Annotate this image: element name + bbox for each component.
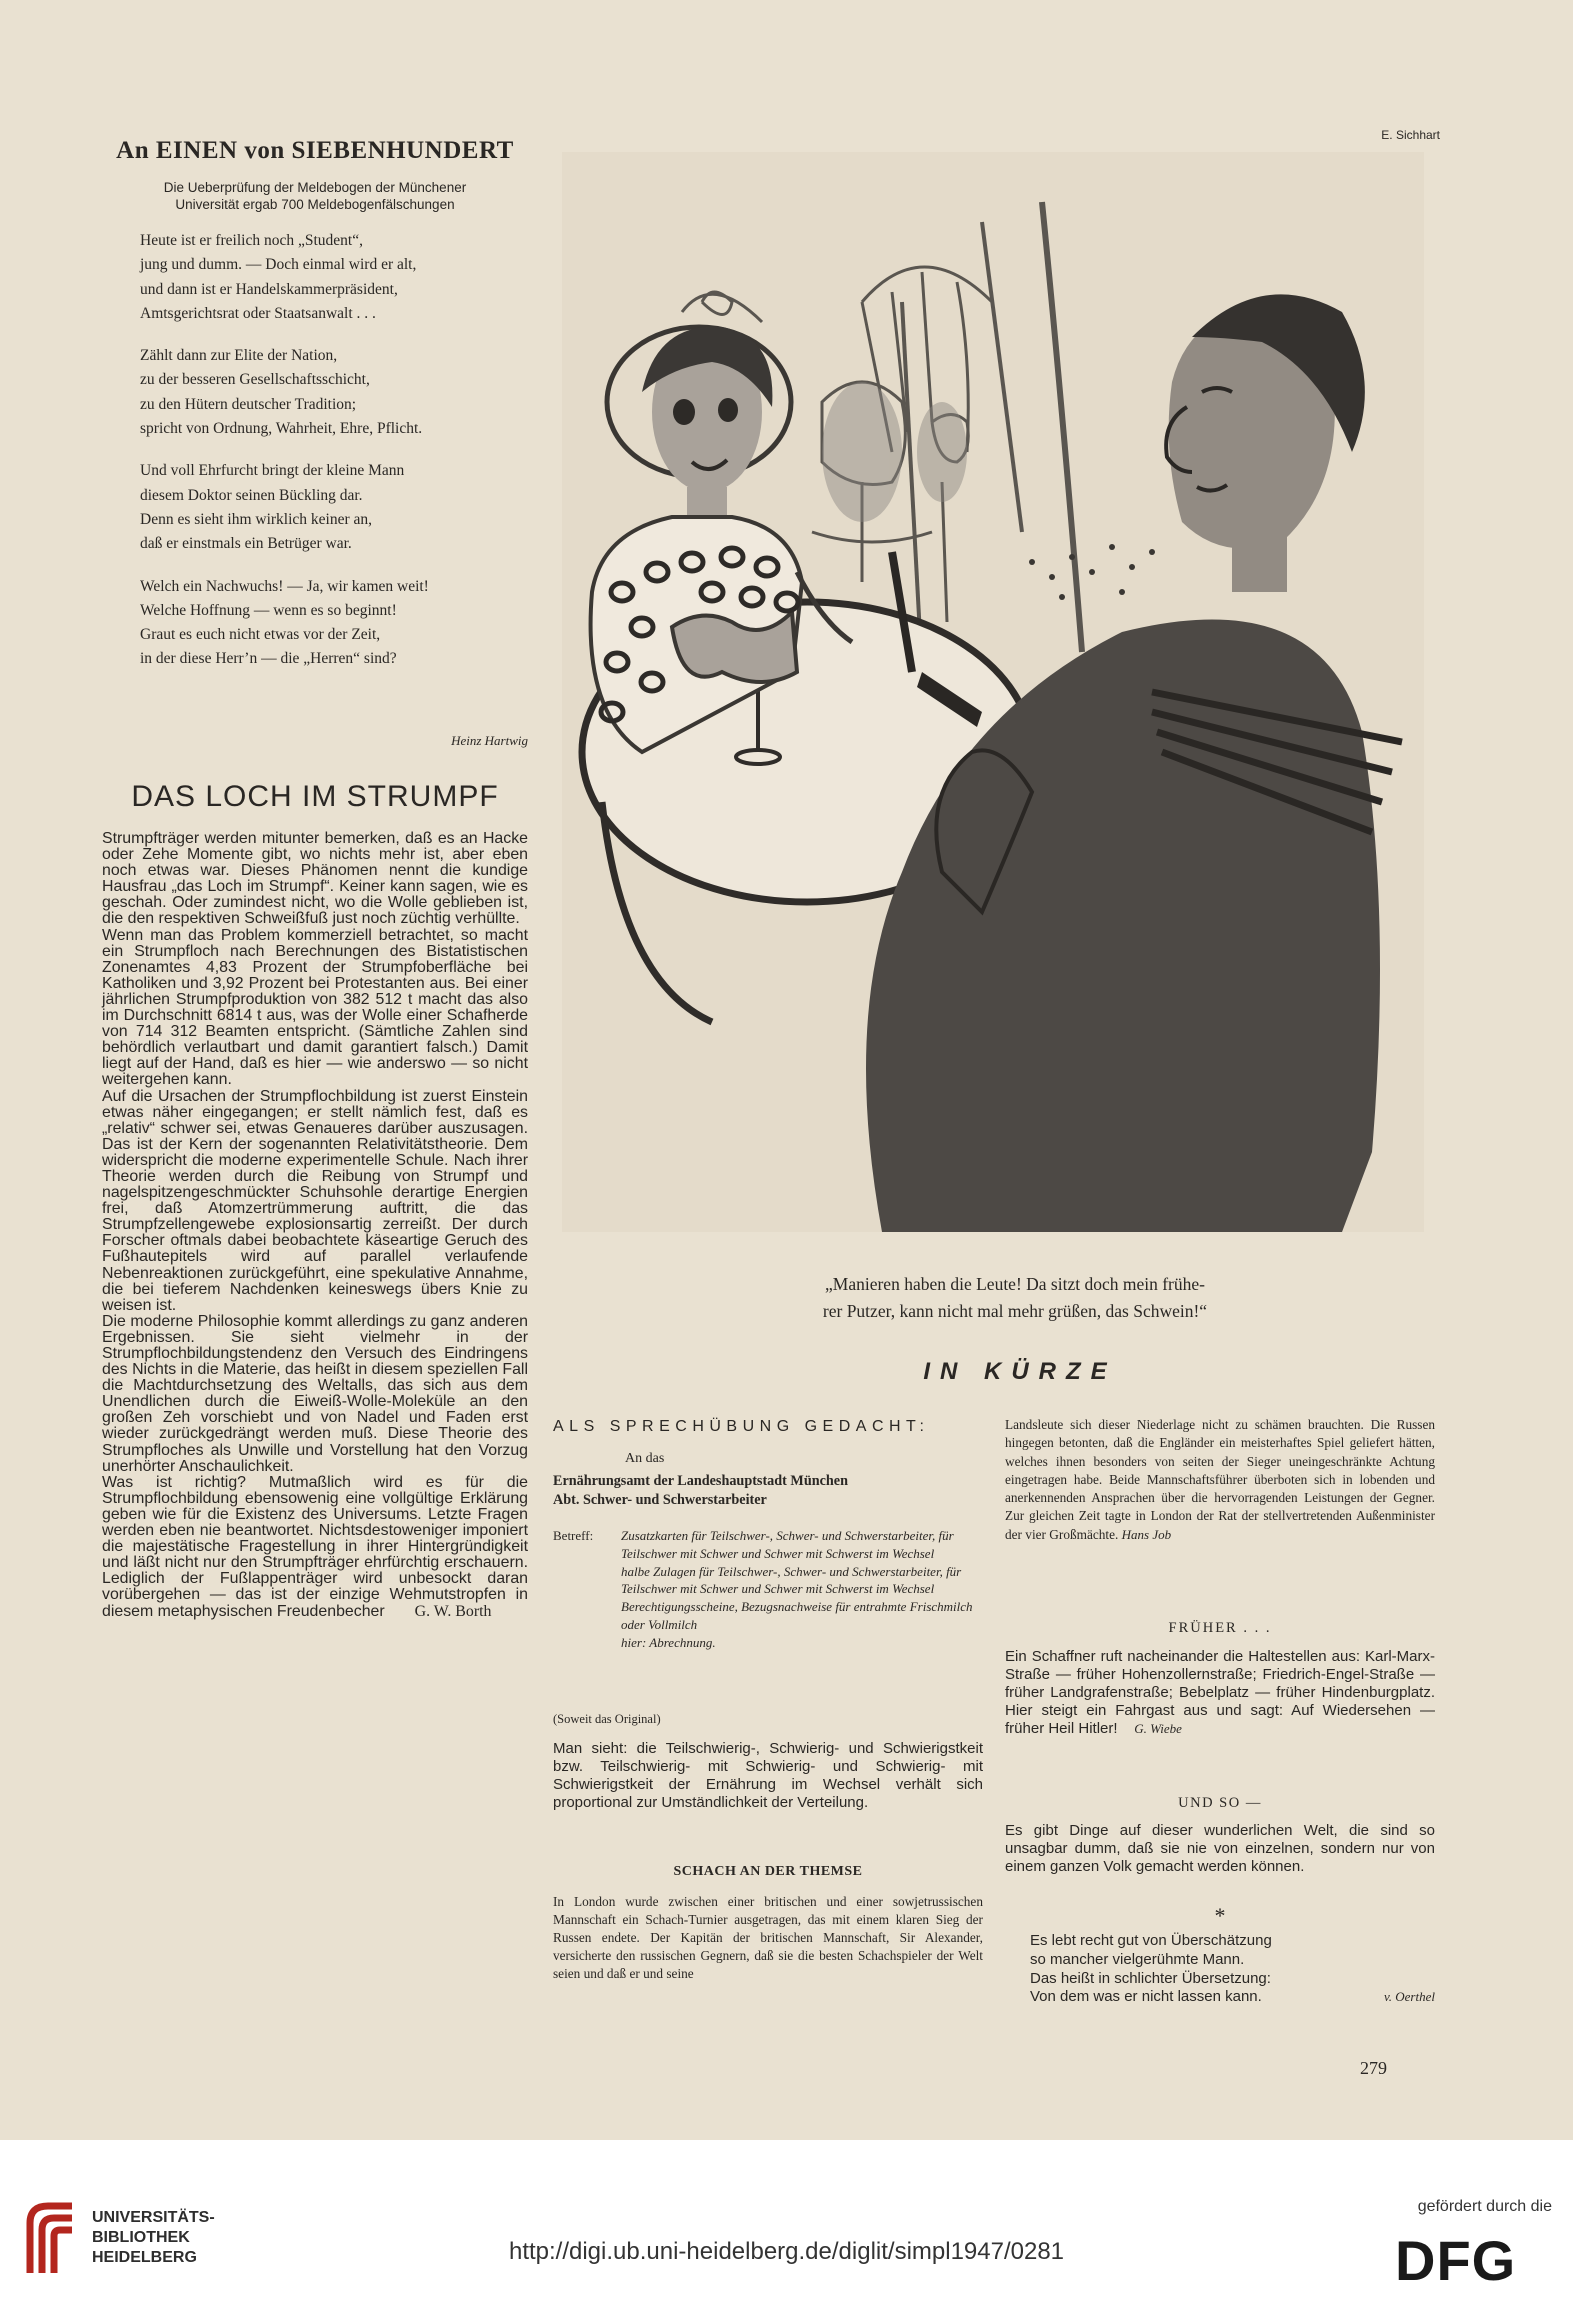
article-paragraph: Auf die Ursachen der Strumpflochbildung ist zuerst Einstein etwas näher eingegangen; er stellt nämlich fest, daß es „relativ“ schwer sei, etwas Genaueres darüber auszusagen. Das ist der Kern der sogenannten Relativitätstheorie. Dem widerspricht die moderne experimentelle Schule. Nach ihrer Theorie werden durch die Reibung von Strumpf und nagelspitzengeschmückter Schuhsohle derartige Energien frei, daß Atomzertrümmerung auftritt, die das Strumpfzellengewebe explosionsartig zerreißt. Der durch Forscher oftmals dabei beobachtete käseartige Geruch des Fußhautepitels wird auf parallel verlaufende Nebenreaktionen zurückgeführt, eine spekulative Annahme, die bei tieferem Nachdenken keineswegs übers Knie zu weisen ist.	[102, 1087, 528, 1314]
poem-line: Welch ein Nachwuchs! — Ja, wir kamen weit!	[140, 577, 429, 595]
address-line: Abt. Schwer- und Schwerstarbeiter	[553, 1492, 767, 1508]
poem-stanza	[140, 459, 535, 556]
poem-line: Amtsgerichtsrat oder Staatsanwalt . . .	[140, 304, 376, 322]
library-line: UNIVERSITÄTS-	[92, 2209, 215, 2226]
poem-line: diesem Doktor seinen Bückling dar.	[140, 486, 363, 504]
poem-body	[140, 229, 535, 690]
frueher-author: G. Wiebe	[1134, 1721, 1182, 1737]
caption-line: „Manieren haben die Leute! Da sitzt doch mein frühe-	[825, 1274, 1205, 1294]
verse-line: so mancher vielgerühmte Mann.	[1030, 1950, 1245, 1968]
poem-line: jung und dumm. — Doch einmal wird er alt,	[140, 256, 417, 274]
sprechuebung-address	[553, 1472, 983, 1510]
verse-line: Das heißt in schlichter Übersetzung:	[1030, 1969, 1271, 1987]
betreff-item: halbe Zulagen für Teilschwer-, Schwer- und Schwerstarbeiter, für Teilschwer mit Schwer und Schwer mit Schwerst im Wechsel	[621, 1563, 962, 1597]
caption-line: rer Putzer, kann nicht mal mehr grüßen, das Schwein!“	[822, 1301, 1208, 1321]
page-number: 279	[1360, 2058, 1387, 2078]
betreff-items	[621, 1527, 976, 1652]
schach-text: In London wurde zwischen einer britischen und einer sowjetrussischen Mannschaft ein Schach-Turnier ausgetragen, das mit einem klaren Sieg der Russen endete. Der Kapitän der britischen Mannschaft, Sir Alexander, versicherte den russischen Gegnern, daß sie die besten Schachspieler der Welt seien und daß er und seine	[553, 1894, 983, 1982]
sprechuebung-note: (Soweit das Original)	[553, 1712, 661, 1726]
poem-subtitle-line: Universität ergab 700 Meldebogenfälschungen	[175, 197, 455, 212]
schach-text-continued	[1005, 1416, 1435, 1544]
poem-line: zu den Hütern deutscher Tradition;	[140, 395, 357, 413]
poem-stanza	[140, 344, 535, 441]
frueher-text	[1005, 1648, 1435, 1738]
dfg-logo: DFG	[1395, 2229, 1517, 2292]
schach-title: SCHACH AN DER THEMSE	[673, 1864, 863, 1879]
article-author: G. W. Borth	[414, 1602, 492, 1620]
library-line: HEIDELBERG	[92, 2249, 197, 2266]
in-kuerze-heading: IN KÜRZE	[923, 1358, 1117, 1385]
article-paragraph: Wenn man das Problem kommerziell betrachtet, so macht ein Strumpfloch nach Berechnungen des Bistatistischen Zonenamtes 4,83 Prozent der Strumpfoberfläche bei Katholiken und 3,92 Prozent bei Protestanten aus. Bei einer jährlichen Strumpfproduktion von 382 512 t macht das also im Durchschnitt 6814 t aus, was der Wolle einer Schafherde von 714 312 Beamten entspricht. (Sämtliche Zahlen sind behördlich verlautbart und damit garantiert falsch.) Damit liegt auf der Hand, daß es hier — wie anderswo — so nicht weitergehen kann.	[102, 926, 528, 1089]
article-title: DAS LOCH IM STRUMPF	[131, 780, 499, 813]
betreff-item: Berechtigungsscheine, Bezugsnachweise für entrahmte Frischmilch oder Vollmilch	[621, 1599, 973, 1632]
schach-author: Hans Job	[1121, 1526, 1172, 1542]
sprechuebung-text: Man sieht: die Teilschwierig-, Schwierig- und Schwierigstkeit bzw. Teilschwierig- mit Schwierig- und Schwierig- mit Schwierigstkeit der Ernährung im Wechsel verhält sich proportional zur Umständlichkeit der Verteilung.	[553, 1740, 983, 1811]
undso-text: Es gibt Dinge auf dieser wunderlichen Welt, die sind so unsagbar dumm, daß sie nie von einzelnen, sondern nur von einem ganzen Volk gemacht werden können.	[1005, 1822, 1435, 1876]
section-star: *	[1214, 1903, 1226, 1928]
undso-title: UND SO —	[1178, 1795, 1262, 1811]
poem-line: Heute ist er freilich noch „Student“,	[140, 232, 363, 249]
poem-line: Zählt dann zur Elite der Nation,	[140, 347, 338, 365]
cafe-illustration	[562, 152, 1424, 1232]
artist-credit: E. Sichhart	[1381, 128, 1440, 142]
source-url[interactable]: http://digi.ub.uni-heidelberg.de/diglit/simpl1947/0281	[508, 2238, 1065, 2265]
poem-stanza	[140, 575, 535, 672]
verse-line: Es lebt recht gut von Überschätzung	[1030, 1932, 1272, 1949]
illustration-caption	[735, 1271, 1295, 1325]
poem-line: daß er einstmals ein Betrüger war.	[140, 535, 352, 553]
poem-subtitle	[105, 179, 525, 213]
poem-title: An EINEN von SIEBENHUNDERT	[116, 137, 514, 164]
poem-stanza	[140, 229, 535, 326]
poem-line: spricht von Ordnung, Wahrheit, Ehre, Pflicht.	[140, 420, 423, 438]
funding-caption: gefördert durch die	[1417, 2198, 1552, 2215]
address-line: Ernährungsamt der Landeshauptstadt München	[553, 1473, 848, 1489]
betreff-label: Betreff:	[553, 1528, 594, 1543]
poem-line: zu der besseren Gesellschaftsschicht,	[140, 371, 370, 389]
poem-line: in der diese Herr’n — die „Herren“ sind?	[140, 650, 397, 668]
article-paragraph	[102, 1475, 528, 1620]
article-last-paragraph: Was ist richtig? Mutmaßlich wird es für die Strumpflochbildung ebensowenig eine vollgültige Erklärung geben wie für die Existenz des Universums. Letzte Fragen werden eben nie beantwortet. Nichtsdestoweniger imponiert die majestätische Fragestellung in ihrer Hintergründigkeit und läßt nicht nur den Strumpfträger ehrfürchtig erschauern. Lediglich der Fußlappenträger wird unbesockt daran vorübergehen — das ist der einzige Wehmutstropfen in diesem metaphysischen Freudenbecher	[102, 1473, 528, 1620]
betreff-item: hier: Abrechnung.	[621, 1634, 716, 1650]
article-body	[102, 831, 528, 1620]
sprechuebung-betreff	[553, 1527, 983, 1652]
poem-line: Und voll Ehrfurcht bringt der kleine Mann	[140, 462, 405, 480]
library-line: BIBLIOTHEK	[92, 2229, 190, 2246]
poem-line: Welche Hoffnung — wenn es so beginnt!	[140, 601, 397, 619]
undso-verse	[1030, 1932, 1435, 2007]
poem-author: Heinz Hartwig	[451, 733, 528, 748]
betreff-item: Zusatzkarten für Teilschwer-, Schwer- und Schwerstarbeiter, für Teilschwer mit Schwer und Schwer mit Schwerst im Wechsel	[621, 1528, 954, 1561]
article-paragraph: Die moderne Philosophie kommt allerdings zu ganz anderen Ergebnissen. Sie sieht vielmehr in der Strumpflochbildungstendenz den Versuch des Eindringens des Nichts in die Materie, das heißt in diesem speziellen Fall die Machtdurchsetzung des Weltalls, das sich aus dem Unendlichen durch die Eiweiß-Wolle-Moleküle an den großen Zeh vorschiebt und von Nadel und Faden erst wieder zurückgedrängt werden muß. Diese Theorie des Strumpfloches als Unwille und Vorstellung hat den Vorzug unerhörter Anschaulichkeit.	[102, 1312, 528, 1475]
sprechuebung-title: ALS SPRECHÜBUNG GEDACHT:	[553, 1418, 930, 1435]
frueher-content: Ein Schaffner ruft nacheinander die Haltestellen aus: Karl-Marx-Straße — früher Hohenzollernstraße; Friedrich-Engel-Straße — früher Landgrafenstraße; Bebelplatz — früher Hindenburgplatz. Hier steigt ein Fahrgast aus und sagt: Auf Wiedersehen — früher Heil Hitler!	[1005, 1648, 1435, 1738]
verse-line	[1030, 1988, 1435, 2007]
poem-line: und dann ist er Handelskammerpräsident,	[140, 280, 398, 298]
schach-continued-text: Landsleute sich dieser Niederlage nicht zu schämen brauchten. Die Russen hingegen betonten, daß die Engländer ein meisterhaftes Spiel geliefert hätten, welches ihnen besonders von seiten der Sieger uneingeschränkte Achtung eingetragen habe. Beide Mannschaftsführer überboten sich in lobenden und anerkennenden Ansprachen über die hervorragenden Leistungen der Gegner. Zur gleichen Zeit tagte in London der Rat der stellvertretenden Außenminister der vier Großmächte.	[1005, 1417, 1435, 1542]
frueher-title: FRÜHER . . .	[1168, 1620, 1272, 1636]
undso-author: v. Oerthel	[1383, 1989, 1435, 2005]
verse-last-line: Von dem was er nicht lassen kann.	[1030, 1988, 1262, 2006]
poem-line: Graut es euch nicht etwas vor der Zeit,	[140, 626, 381, 644]
sprechuebung-an: An das	[625, 1451, 665, 1466]
poem-subtitle-line: Die Ueberprüfung der Meldebogen der Münchener	[163, 180, 467, 195]
poem-line: Denn es sieht ihm wirklich keiner an,	[140, 510, 373, 528]
article-paragraph: Strumpfträger werden mitunter bemerken, daß es an Hacke oder Zehe Momente gibt, wo nichts mehr ist, aber eben noch etwas war. Dieses Phänomen nennt die kundige Hausfrau „das Loch im Strumpf“. Keiner kann sagen, wie es geschah. Oder zumindest nicht, wo die Wolle geblieben ist, die den respektiven Schweißfuß just noch züchtig verhüllte.	[102, 830, 528, 928]
